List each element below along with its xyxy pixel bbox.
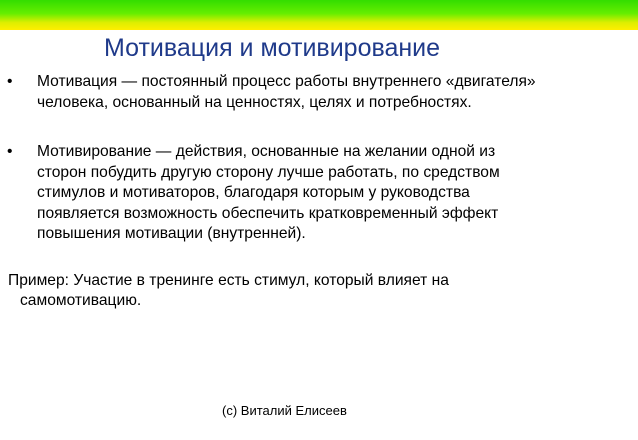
example-line: самомотивацию. [20, 292, 142, 309]
footer-copyright: (c) Виталий Елисеев [222, 403, 347, 418]
bullet-dot-icon: • [7, 143, 13, 160]
bullet-dot-icon: • [7, 73, 13, 90]
top-color-band [0, 0, 638, 30]
example-paragraph [8, 271, 608, 312]
bullet-motivating [7, 142, 617, 245]
bullet-line: появляется возможность обеспечить кратковременный эффект [37, 204, 499, 222]
bullet-motivation [7, 72, 617, 113]
bullet-line: человека, основанный на ценностях, целях и потребностях. [37, 93, 472, 111]
slide-title: Мотивация и мотивирование [104, 34, 441, 62]
bullet-line: Мотивирование — действия, основанные на желании одной из [37, 143, 496, 160]
slide-content [0, 70, 638, 312]
bullet-line: сторон побудить другую сторону лучше работать, по средством [37, 163, 500, 181]
bullet-line: повышения мотивации (внутренней). [37, 225, 306, 242]
example-line: Пример: Участие в тренинге есть стимул, который влияет на [8, 271, 449, 289]
bullet-line: стимулов и мотиваторов, благодаря которым у руководства [37, 184, 470, 201]
bullet-line: Мотивация — постоянный процесс работы внутреннего «двигателя» [37, 73, 536, 90]
